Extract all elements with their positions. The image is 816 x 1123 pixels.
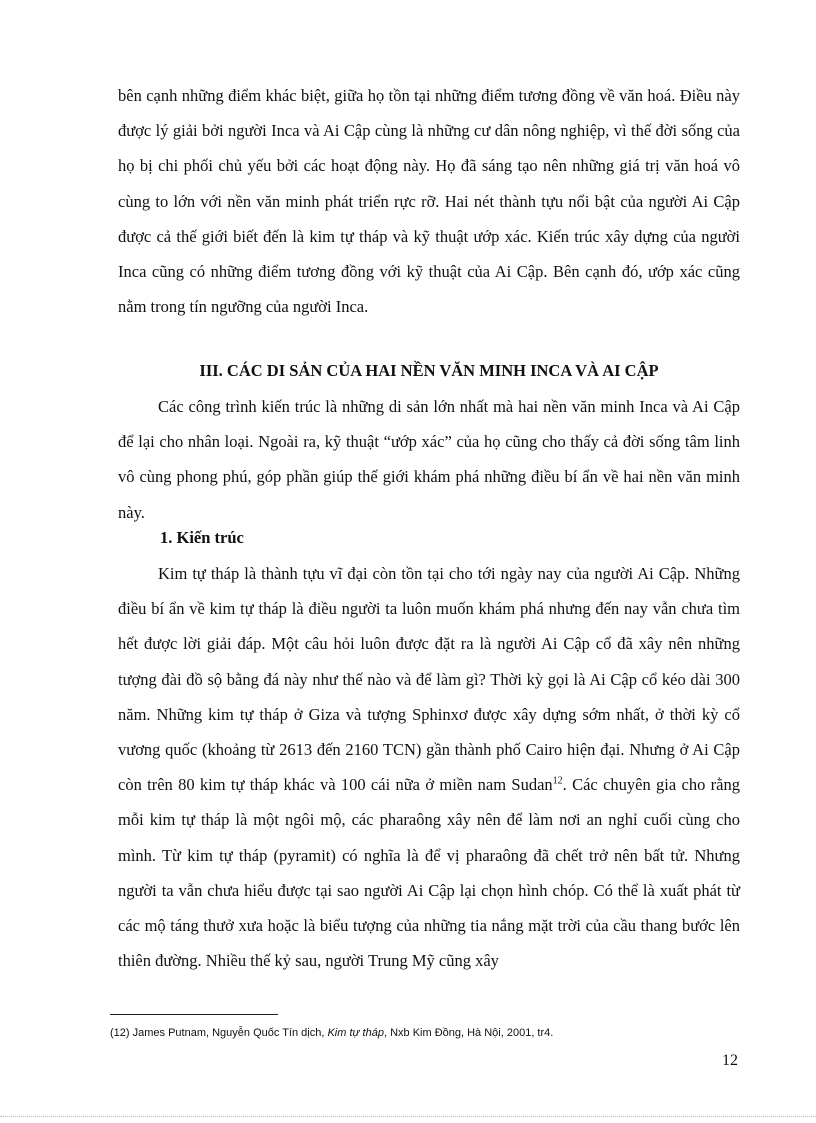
footnote-prefix: (12) James Putnam, Nguyễn Quốc Tín dịch, [110,1027,328,1039]
subsection-heading: 1. Kiến trúc [160,528,244,547]
paragraph-3-part1: Kim tự tháp là thành tựu vĩ đại còn tồn tại cho tới ngày nay của người Ai Cập. Những điều bí ẩn về kim tự tháp là điều người ta luôn muốn khám phá nhưng đến nay vẫn chưa tìm hết được lời giải đáp. Một câu hỏi luôn được đặt ra là người Ai Cập cổ đã xây nên những tượng đài đồ sộ bằng đá này như thế nào và để làm gì? Thời kỳ gọi là Ai Cập cổ kéo dài 300 năm. Những kim tự tháp ở Giza và tượng Sphinxơ được xây dựng sớm nhất, ở thời kỳ cổ vương quốc (khoảng từ 2613 đến 2160 TCN) gần thành phố Cairo hiện đại. Nhưng ở Ai Cập còn trên 80 kim tự tháp khác và 100 cái nữa ở miền nam Sudan [118,564,740,795]
paragraph-2 [118,389,740,530]
footnote [110,1027,553,1039]
page-number: 12 [722,1052,738,1069]
footnote-title: Kim tự tháp [327,1027,384,1039]
paragraph-1 [118,78,740,324]
footnote-suffix: , Nxb Kim Đồng, Hà Nội, 2001, tr4. [383,1027,554,1039]
paragraph-3-text [118,556,740,978]
paragraph-3-part2: . Các chuyên gia cho rằng mỗi kim tự tháp là một ngôi mộ, các pharaông xây nên để làm nơi an nghỉ cuối cùng cho mình. Từ kim tự tháp (pyramit) có nghĩa là để vị pharaông đã chết trở nên bất tử. Nhưng người ta vẫn chưa hiểu được tại sao người Ai Cập lại chọn hình chóp. Có thể là xuất phát từ các mộ táng thưở xưa hoặc là biểu tượng của những tia nắng mặt trời của cầu thang bước lên thiên đường. Nhiều thế kỷ sau, người Trung Mỹ cũng xây [118,775,740,971]
footnote-divider [110,1014,278,1015]
paragraph-3 [118,556,740,978]
paragraph-2-text: Các công trình kiến trúc là những di sản lớn nhất mà hai nền văn minh Inca và Ai Cập để lại cho nhân loại. Ngoài ra, kỹ thuật “ướp xác” của họ cũng cho thấy cả đời sống tâm linh vô cùng phong phú, góp phần giúp thế giới khám phá những điều bí ẩn về hai nền văn minh này. [118,397,740,522]
page-bottom-border [0,1116,816,1117]
section-heading: III. CÁC DI SẢN CỦA HAI NỀN VĂN MINH INCA VÀ AI CẬP [199,361,659,380]
footnote-reference[interactable]: 12 [552,775,563,787]
paragraph-1-text: bên cạnh những điểm khác biệt, giữa họ tồn tại những điểm tương đồng về văn hoá. Điều này được lý giải bởi người Inca và Ai Cập cùng là những cư dân nông nghiệp, vì thế đời sống của họ bị chi phối chủ yếu bởi các hoạt động này. Họ đã sáng tạo nên những giá trị văn hoá vô cùng to lớn với nền văn minh phát triển rực rỡ. Hai nét thành tựu nổi bật của người Ai Cập được cả thế giới biết đến là kim tự tháp và kỹ thuật ướp xác. Kiến trúc xây dựng của người Inca cũng có những điểm tương đồng với kỹ thuật của Ai Cập. Bên cạnh đó, ướp xác cũng nằm trong tín ngưỡng của người Inca. [118,86,740,317]
